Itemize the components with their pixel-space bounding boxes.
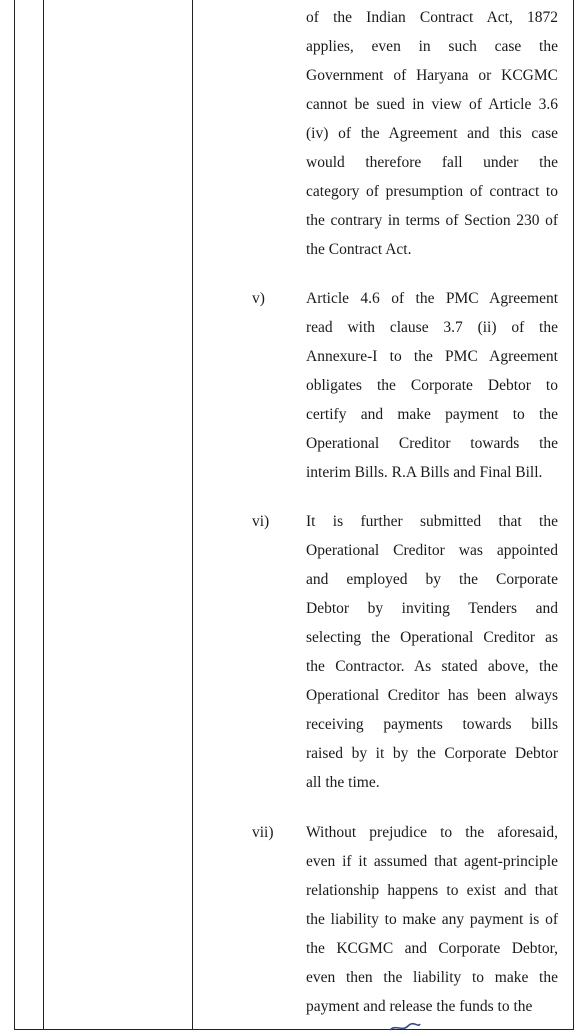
text-line: and employed by the Corporate [306,571,558,588]
text-line: Operational Creditor has been always [306,687,558,704]
text-line: read with clause 3.7 (ii) of the [306,319,558,336]
list-item-body [306,818,558,1021]
text-line: the contrary in terms of Section 230 of [306,212,558,229]
continuation-paragraph [306,0,558,264]
text-line: (iv) of the Agreement and this case [306,125,558,142]
table-column-rule-2 [192,0,193,1030]
text-line: Government of Haryana or KCGMC [306,67,558,84]
list-item-v [196,284,568,487]
text-line: obligates the Corporate Debtor to [306,377,558,394]
list-item-vii [196,818,568,1021]
table-border-right [573,0,574,1030]
list-item-vi [196,507,568,797]
text-line: Article 4.6 of the PMC Agreement [306,290,558,307]
ink-mark [388,1022,422,1032]
text-line: Annexure-I to the PMC Agreement [306,348,558,365]
text-line: interim Bills. R.A Bills and Final Bill. [306,464,543,481]
text-line: cannot be sued in view of Article 3.6 [306,96,558,113]
table-border-bottom [14,1029,574,1030]
text-line: selecting the Operational Creditor as [306,629,558,646]
table-column-rule-1 [43,0,44,1030]
text-line: the Contractor. As stated above, the [306,658,558,675]
text-line: of the Indian Contract Act, 1872 [306,9,558,26]
text-line: Without prejudice to the aforesaid, [306,824,558,841]
text-line: payment and release the funds to the [306,998,533,1015]
list-item-body [306,284,558,487]
text-line: would therefore fall under the [306,154,558,171]
text-line: Operational Creditor towards the [306,435,558,452]
text-line: raised by it by the Corporate Debtor [306,745,558,762]
text-line: relationship happens to exist and that [306,882,558,899]
list-item-number: v) [252,290,265,307]
text-line: the liability to make any payment is of [306,911,558,928]
text-line: Debtor by inviting Tenders and [306,600,558,617]
list-item-number: vi) [252,513,270,530]
text-line: all the time. [306,774,380,791]
list-item-body [306,507,558,797]
text-line: receiving payments towards bills [306,716,558,733]
text-line: Operational Creditor was appointed [306,542,558,559]
text-line: even then the liability to make the [306,969,558,986]
text-line: category of presumption of contract to [306,183,558,200]
text-line: certify and make payment to the [306,406,558,423]
text-line: even if it assumed that agent-principle [306,853,558,870]
list-item-number: vii) [252,824,274,841]
text-line: the KCGMC and Corporate Debtor, [306,940,558,957]
text-line: applies, even in such case the [306,38,558,55]
text-line: It is further submitted that the [306,513,558,530]
text-column [196,0,568,1021]
table-border-left [14,0,15,1030]
text-line: the Contract Act. [306,241,412,258]
